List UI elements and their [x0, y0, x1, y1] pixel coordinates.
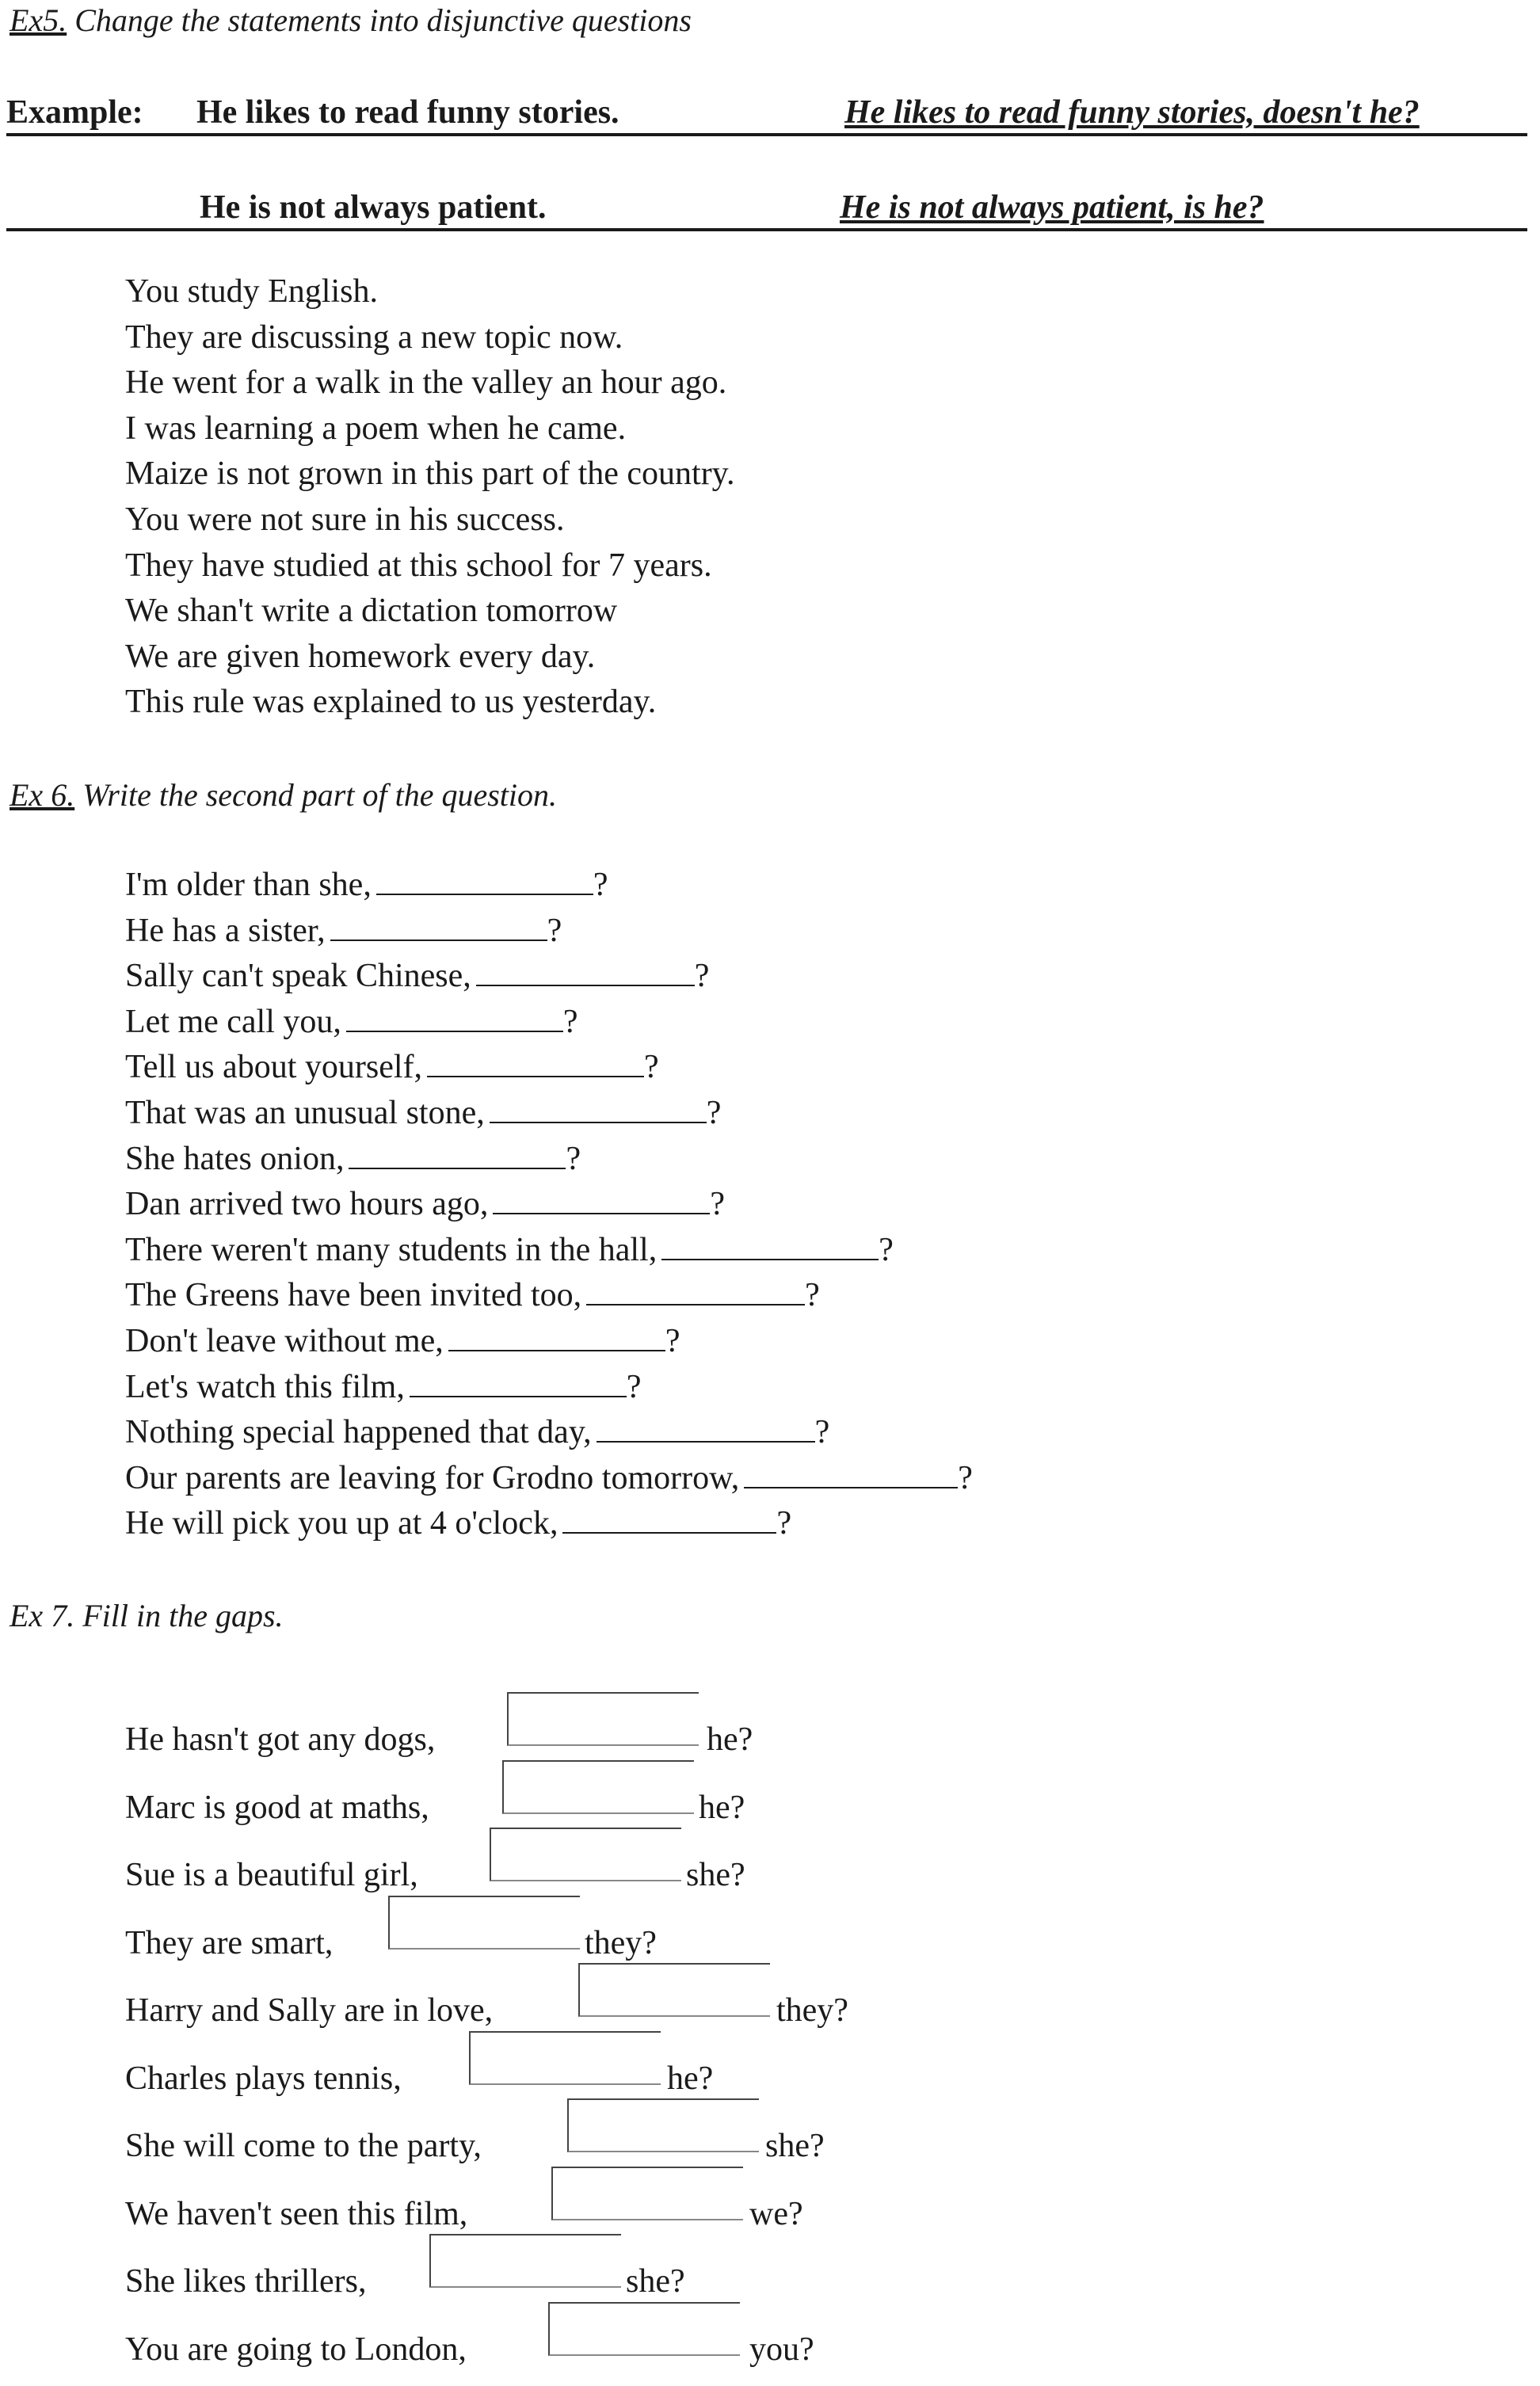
example-row-1: [6, 89, 1527, 136]
answer-blank[interactable]: [427, 1047, 644, 1077]
example-answer-2: He is not always patient, is he?: [840, 189, 1264, 226]
ex5-title: Change the statements into disjunctive questions: [74, 2, 692, 38]
ex5-number: Ex5.: [10, 2, 67, 38]
gap-box[interactable]: [578, 1963, 770, 2017]
answer-blank[interactable]: [597, 1412, 815, 1443]
gap-box[interactable]: [507, 1692, 699, 1746]
example-rule-2: [6, 228, 1527, 231]
example-statement-2: He is not always patient.: [200, 189, 547, 226]
example-row-2: [6, 184, 1527, 231]
answer-blank[interactable]: [493, 1184, 710, 1214]
answer-blank[interactable]: [562, 1504, 776, 1534]
answer-blank[interactable]: [346, 1002, 563, 1032]
gap-box[interactable]: [490, 1828, 681, 1881]
answer-blank[interactable]: [661, 1230, 879, 1260]
ex6-number: Ex 6.: [10, 777, 75, 813]
gap-box[interactable]: [502, 1760, 694, 1814]
answer-blank[interactable]: [476, 956, 695, 986]
gap-box[interactable]: [469, 2031, 661, 2085]
example-answer-1: He likes to read funny stories, doesn't he?: [844, 94, 1420, 131]
example-statement-1: He likes to read funny stories.: [196, 94, 619, 131]
ex5-heading: [10, 2, 692, 39]
answer-blank[interactable]: [586, 1275, 805, 1305]
example-rule-1: [6, 133, 1527, 136]
answer-blank[interactable]: [744, 1458, 958, 1488]
worksheet-page: Ex5. Change the statements into disjunctive questions Example: He likes to read funny stories. He likes to read funny stories, doesn't he? He is not always patient. He is not always patient, is he? You study English. They are discussing a new topic now. He went for a walk in the valley an hour ago. I was learning a poem when he came. Maize is not grown in this part of the country. You were not sure in his success. They have studied at this school for 7 years. We shan't write a dictation tomorrow We are given homework every day. This rule was explained to us yesterday. Ex 6. Write the second part of the question. I'm older than she, ? He has a sister, ? Sally can't speak Chinese, ? Let me call you, ? Tell us about yourself, ? That was an unusual stone, ? She hates onion, ? Dan arrived two hours ago, ? There weren't many students in the hall, ? The Greens have been invited too, ? Don't leave without me, ? Let's watch this film, ? Nothing special happened that day, ? Our parents are leaving for Grodno tomorrow, ? He will pick you up at 4 o'clock, ? Ex 7. Fill in the gaps. He hasn't got any dogs, he? Marc is good at maths, he? Sue is a beautiful girl, she? They are smart, they? Harry and Sally are in love, they? Charles plays tennis, he? She will come to the party, she? We haven't seen this film, we? She likes thrillers, she? You are going to London, you?: [0, 0, 1540, 2386]
ex6-heading: [10, 776, 557, 814]
gap-box[interactable]: [551, 2167, 743, 2220]
answer-blank[interactable]: [376, 865, 593, 895]
gap-box[interactable]: [429, 2234, 621, 2288]
ex7-number: Ex 7.: [10, 1598, 75, 1633]
answer-blank[interactable]: [330, 911, 547, 941]
ex6-title: Write the second part of the question.: [82, 777, 557, 813]
answer-blank[interactable]: [410, 1367, 627, 1397]
gap-box[interactable]: [548, 2302, 740, 2356]
gap-box[interactable]: [567, 2098, 759, 2152]
ex7-heading: [10, 1597, 284, 1634]
answer-blank[interactable]: [490, 1093, 707, 1123]
gap-box[interactable]: [388, 1896, 580, 1950]
example-label: Example:: [6, 94, 143, 131]
ex7-title: Fill in the gaps.: [82, 1598, 284, 1633]
answer-blank[interactable]: [448, 1321, 665, 1351]
answer-blank[interactable]: [349, 1139, 566, 1169]
